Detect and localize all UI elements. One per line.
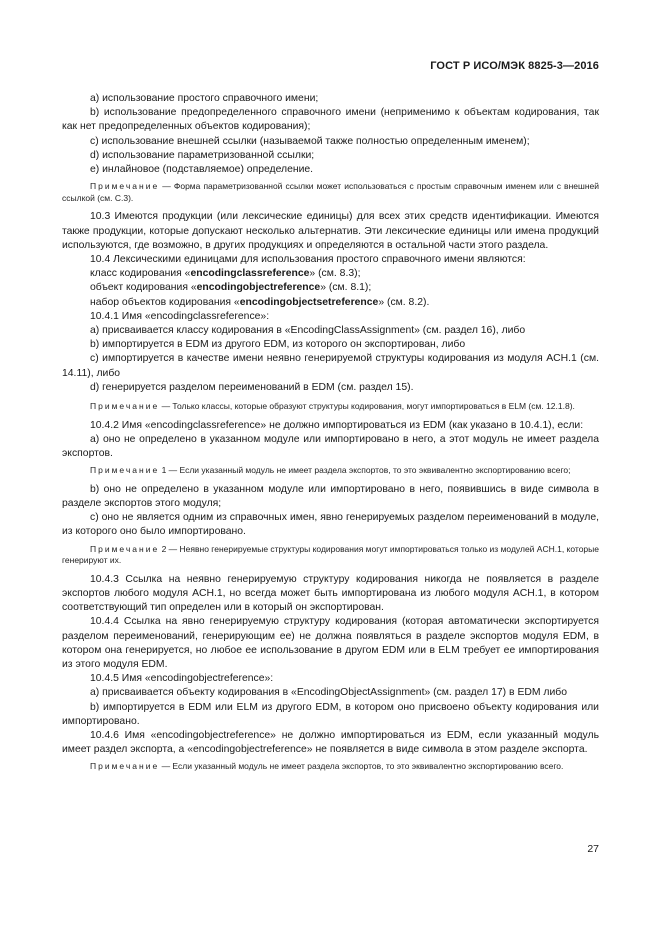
list-item: b) импортируется в EDM или ELM из другого EDM, в котором оно присвоено объекту кодирования или импортировано. [62,701,599,727]
clause-10-4-6: 10.4.6 Имя «encodingobjectreference» не должно импортироваться из EDM, если указанный модуль имеет раздел экспорта, а «encodingobjectreference» не появляется в виде символа в этом разделе экспорта. [62,730,599,756]
clause-10-4-3: 10.4.3 Ссылка на неявно генерируемую структуру кодирования никогда не появляется в разделе экспортов любого модуля ACH.1, но всегда может быть импортирована из любого модуля ACH.1, в котором соответствующий тип определен или в который он экспортирован. [62,573,599,614]
clause-10-4-5: 10.4.5 Имя «encodingobjectreference»: [90,673,274,685]
document-body [62,92,599,779]
note [62,401,599,413]
note [62,181,599,204]
note-label: Примечание [90,761,160,772]
list-item: c) использование внешней ссылки (называемой также полностью определенным именем); [90,135,530,147]
clause-10-4-4: 10.4.4 Ссылка на явно генерируемую структуру кодирования (которая автоматически экспортируется разделом переименований, генерирующим ее) не должна появляться в разделе экспортов модуля EDM, в котором она генерируется, но любое ее использование в другом EDM или в ELM требует ее импортирования из этого модуля EDM. [62,616,599,671]
note-text: 1 — Если указанный модуль не имеет раздела экспортов, то это эквивалентно экспортированию всего; [159,465,571,476]
note-text: — Если указанный модуль не имеет раздела экспортов, то это эквивалентно экспортированию всего. [159,761,564,772]
clause-10-4-1: 10.4.1 Имя «encodingclassreference»: [90,310,270,322]
list-item: b) использование предопределенного справочного имени (неприменимо к объектам кодирования, так как нет предопределенных объектов кодирования); [62,107,599,133]
list-item: a) оно не определено в указанном модуле или импортировано в него, а этот модуль не имеет раздела экспортов. [62,433,599,460]
list-item: a) присваивается классу кодирования в «EncodingClassAssignment» (см. раздел 16), либо [90,325,526,337]
page-number: 27 [587,843,599,855]
list-item: e) инлайновое (подставляемое) определение. [90,164,314,176]
list-item: d) использование параметризованной ссылки; [90,149,315,161]
note-label: Примечание [90,401,160,412]
list-item: b) импортируется в EDM из другого EDM, из которого он экспортирован, либо [90,339,466,351]
note [62,761,599,773]
list-item: a) использование простого справочного имени; [90,93,319,104]
note-label: Примечание [90,181,160,192]
clause-10-4: 10.4 Лексическими единицами для использования простого справочного имени являются: [90,254,526,266]
note-label: Примечание [90,543,160,554]
note-text: — Только классы, которые образуют структуры кодирования, могут импортироваться в ELM (см. 12.1.8). [159,401,575,412]
list-item: b) оно не определено в указанном модуле или импортировано в него, появившись в виде символа в разделе экспортов этого модуля; [62,483,599,510]
page-header: ГОСТ Р ИСО/МЭК 8825-3—2016 [430,60,599,72]
clause-10-4-2: 10.4.2 Имя «encodingclassreference» не должно импортироваться из EDM (как указано в 10.4.1), если: [90,419,584,431]
note-text: — Форма параметризованной ссылки может использоваться с простым справочным именем или с внешней ссылкой (см. С.3). [62,181,599,203]
note-label: Примечание [90,465,160,476]
clause-10-3: 10.3 Имеются продукции (или лексические единицы) для всех этих средств идентификации. Имеются также продукции, которые допускают несколько альтернатив. Эти лексические единицы или имена продукций используются, где возможно, в других продукциях и определяются в остальной части этого раздела. [62,211,599,251]
term-encodingobjectreference: encodingobjectreference [196,282,321,294]
list-item: класс кодирования «encodingclassreference» (см. 8.3); [90,268,361,280]
term-encodingclassreference: encodingclassreference [190,268,310,280]
list-item: набор объектов кодирования «encodingobjectsetreference» (см. 8.2). [90,296,430,308]
list-item: c) импортируется в качестве имени неявно генерируемой структуры кодирования из модуля ACH.1 (см. 14.11), либо [62,353,599,379]
note-text: 2 — Неявно генерируемые структуры кодирования могут импортироваться только из модулей ACH.1, которые генерируют их. [62,543,599,566]
note [62,544,599,567]
list-item: объект кодирования «encodingobjectreference» (см. 8.1); [90,282,372,294]
list-item: d) генерируется разделом переименований в EDM (см. раздел 15). [90,381,414,393]
term-encodingobjectsetreference: encodingobjectsetreference [239,296,379,308]
note [62,465,599,477]
list-item: c) оно не является одним из справочных имен, явно генерируемых разделом переименований в модуле, из которого оно было импортировано. [62,512,599,538]
list-item: a) присваивается объекту кодирования в «EncodingObjectAssignment» (см. раздел 17) в EDM либо [90,687,568,699]
